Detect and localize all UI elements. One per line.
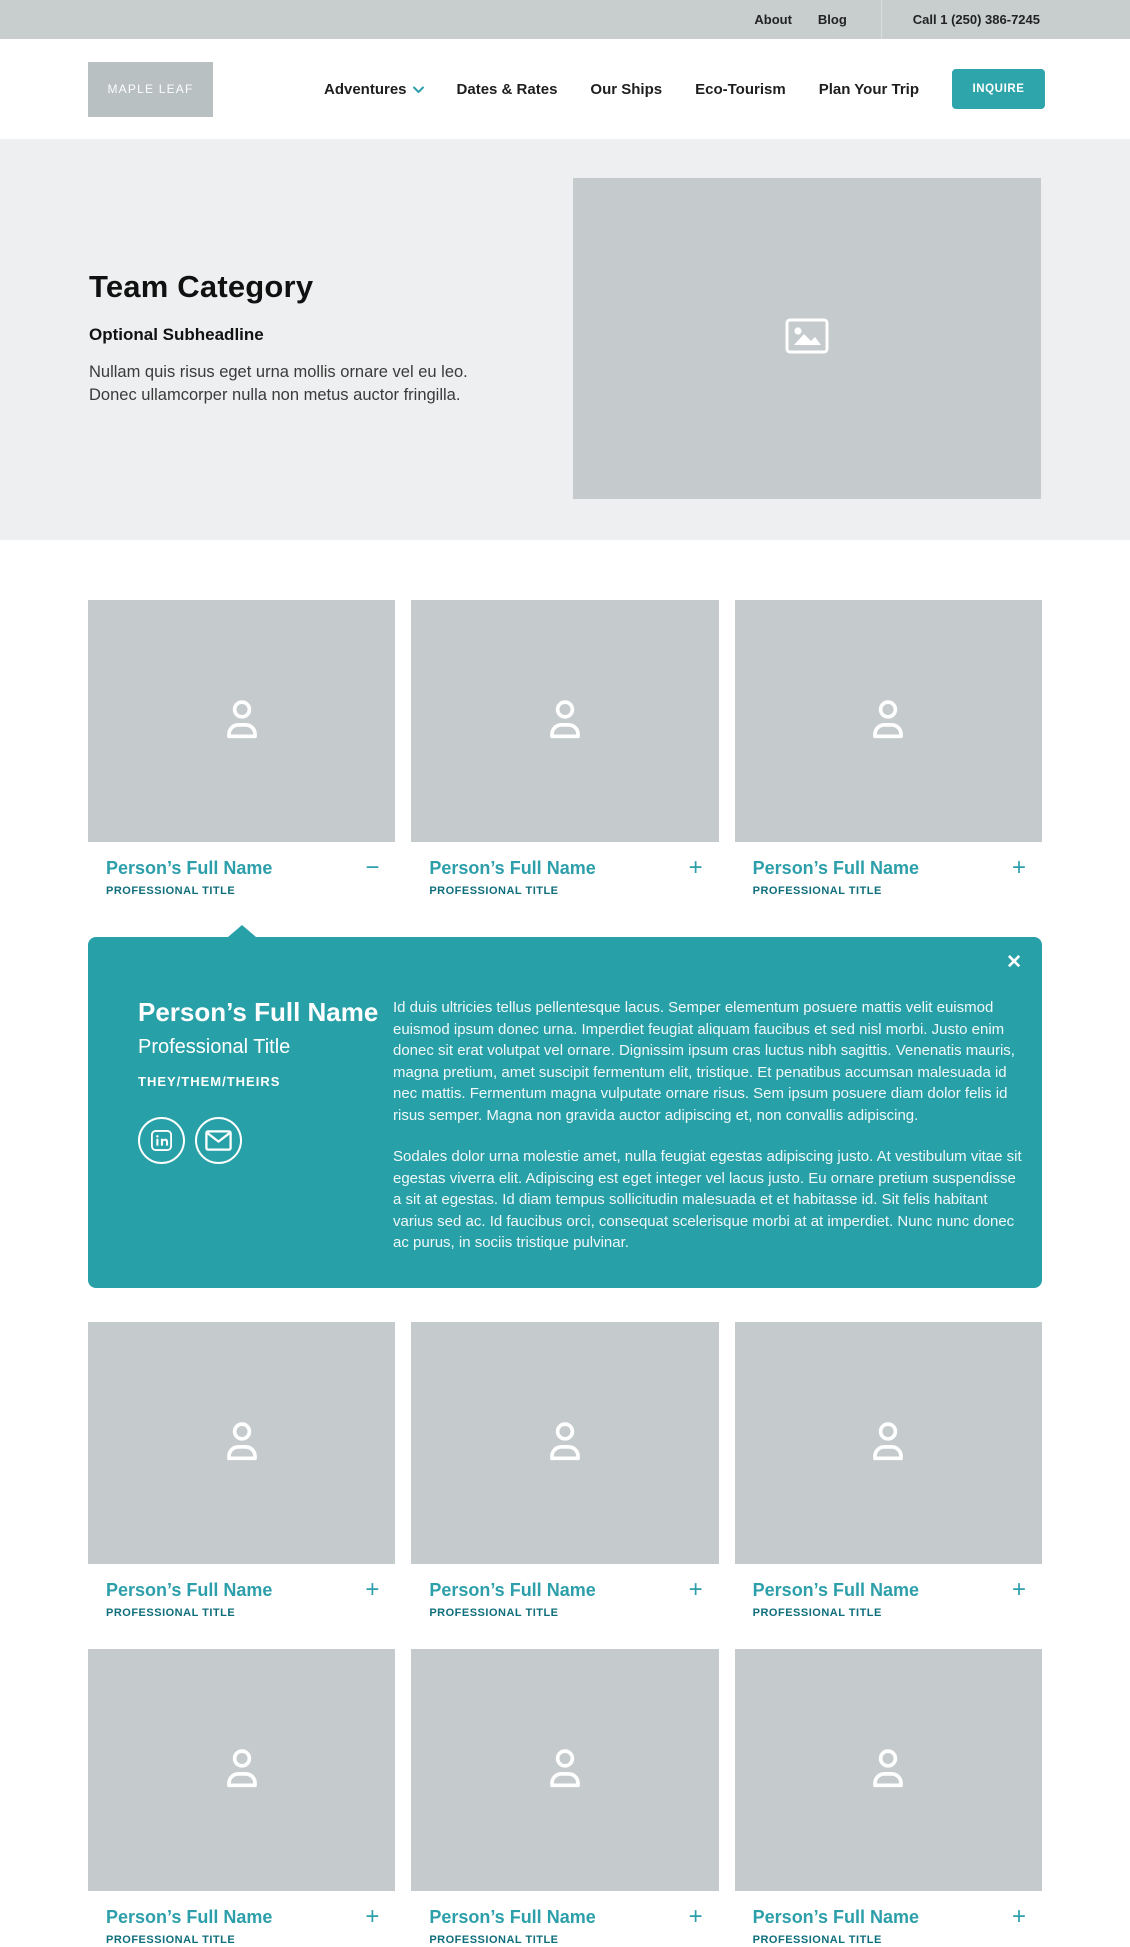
- member-photo-placeholder[interactable]: [735, 600, 1042, 842]
- site-header: [0, 39, 1130, 139]
- bio-pronouns: THEY/THEM/THEIRS: [138, 1074, 281, 1089]
- hero-subheadline: Optional Subheadline: [89, 325, 264, 344]
- team-row: [88, 1322, 1042, 1620]
- expand-member-button[interactable]: +: [688, 854, 703, 881]
- member-info: [88, 1576, 395, 1620]
- nav-label: Our Ships: [590, 80, 663, 98]
- member-title: PROFESSIONAL TITLE: [429, 1934, 559, 1946]
- bio-name: Person’s Full Name: [138, 997, 379, 1027]
- member-name-link[interactable]: Person’s Full Name: [429, 1907, 596, 1927]
- member-name-link[interactable]: Person’s Full Name: [106, 858, 273, 878]
- close-icon[interactable]: ✕: [1006, 952, 1022, 973]
- member-bio-panel: [88, 937, 1042, 1288]
- nav-label: Adventures: [324, 80, 407, 98]
- member-info: [411, 1576, 718, 1620]
- member-name-link[interactable]: Person’s Full Name: [429, 858, 596, 878]
- member-title: PROFESSIONAL TITLE: [752, 885, 882, 897]
- hero-body-line: Nullam quis risus eget urna mollis ornare vel eu leo.: [89, 363, 468, 381]
- inquire-button[interactable]: INQUIRE: [952, 69, 1045, 109]
- utility-topbar: [0, 0, 1130, 39]
- member-photo-placeholder[interactable]: [411, 1649, 718, 1891]
- topbar-divider: [881, 0, 882, 39]
- expand-member-button[interactable]: +: [1011, 1576, 1026, 1603]
- person-avatar-icon: [216, 693, 268, 750]
- member-title: PROFESSIONAL TITLE: [429, 885, 559, 897]
- member-info: [735, 1903, 1042, 1947]
- member-photo-placeholder[interactable]: [88, 600, 395, 842]
- nav-item-plan-your-trip[interactable]: [819, 81, 919, 98]
- member-name-link[interactable]: Person’s Full Name: [106, 1580, 273, 1600]
- member-info: [735, 854, 1042, 898]
- nav-item-eco-tourism[interactable]: [695, 81, 786, 98]
- bio-social-links: [138, 1117, 393, 1164]
- member-name-link[interactable]: Person’s Full Name: [429, 1580, 596, 1600]
- member-title: PROFESSIONAL TITLE: [106, 885, 236, 897]
- member-bio-panel-wrap: [88, 937, 1042, 1288]
- person-avatar-icon: [539, 1742, 591, 1799]
- member-title: PROFESSIONAL TITLE: [752, 1934, 882, 1946]
- linkedin-icon[interactable]: [138, 1117, 185, 1164]
- person-avatar-icon: [862, 693, 914, 750]
- team-row: [88, 600, 1042, 898]
- nav-label: Eco-Tourism: [695, 80, 786, 98]
- site-logo[interactable]: [88, 62, 213, 117]
- person-avatar-icon: [216, 1742, 268, 1799]
- image-placeholder-icon: [785, 318, 829, 359]
- topbar-link-blog[interactable]: Blog: [817, 12, 847, 27]
- bio-text: [393, 997, 1026, 1251]
- member-info: [88, 854, 395, 898]
- person-avatar-icon: [216, 1415, 268, 1472]
- expand-member-button[interactable]: +: [365, 1576, 380, 1603]
- page-title: Team Category: [89, 269, 314, 304]
- bio-paragraph: Id duis ultricies tellus pellentesque lacus. Semper elementum posuere mattis velit euismod euismod ipsum donec urna. Imperdiet feugiat aliquam faucibus et sed nisl morbi. Justo enim donec sit erat volutpat vel ornare. Dignissim ipsum cras luctus nibh sagittis. Venenatis mauris, magna pretium, amet suscipit fermentum elit, tristique. Et penatibus accumsan malesuada id nec mattis. Fermentum magna vulputate ornare risus. Sem ipsum posuere diam dolor felis id risus semper. Magna non gravida auctor adipiscing et, non convallis adipiscing.: [393, 999, 1015, 1124]
- person-avatar-icon: [539, 693, 591, 750]
- member-info: [735, 1576, 1042, 1620]
- person-avatar-icon: [539, 1415, 591, 1472]
- nav-item-our-ships[interactable]: [590, 81, 662, 98]
- member-info: [88, 1903, 395, 1947]
- member-photo-placeholder[interactable]: [735, 1322, 1042, 1564]
- expand-member-button[interactable]: +: [688, 1576, 703, 1603]
- expand-member-button[interactable]: +: [688, 1903, 703, 1930]
- nav-item-dates-rates[interactable]: [457, 81, 558, 98]
- team-member-card: [88, 600, 395, 898]
- nav-label: Plan Your Trip: [818, 80, 919, 98]
- logo-text: MAPLE LEAF: [107, 82, 194, 96]
- nav-item-adventures[interactable]: [324, 81, 424, 98]
- hero-body-line: Donec ullamcorper nulla non metus auctor fringilla.: [89, 386, 461, 404]
- member-name-link[interactable]: Person’s Full Name: [752, 1907, 920, 1927]
- member-photo-placeholder[interactable]: [411, 600, 718, 842]
- bio-paragraph: Sodales dolor urna molestie amet, nulla feugiat egestas adipiscing justo. At vestibulum vitae sit egestas viverra elit. Adipiscing est eget integer vel lacus justo. Eu ornare pretium suspendisse a sit at egestas. Id diam tempus sollicitudin malesuada et et habitasse id. Sit felis habitant varius sed ac. Id faucibus orci, consequat scelerisque morbi at at imperdiet. Nunc nunc donec ac purus, in sociis tristique pulvinar.: [393, 1148, 1022, 1251]
- topbar-link-about[interactable]: About: [754, 12, 792, 27]
- team-member-card: [735, 1322, 1042, 1620]
- email-icon[interactable]: [195, 1117, 242, 1164]
- topbar-phone-link[interactable]: Call 1 (250) 386-7245: [912, 12, 1040, 27]
- team-row: [88, 1649, 1042, 1947]
- team-member-card: [411, 1322, 718, 1620]
- hero-section: [0, 139, 1130, 540]
- member-title: PROFESSIONAL TITLE: [752, 1607, 882, 1619]
- chevron-down-icon: [413, 86, 424, 94]
- team-member-card: [88, 1322, 395, 1620]
- member-name-link[interactable]: Person’s Full Name: [752, 1580, 920, 1600]
- person-avatar-icon: [862, 1742, 914, 1799]
- nav-label: Dates & Rates: [456, 80, 558, 98]
- member-info: [411, 854, 718, 898]
- team-member-card: [735, 1649, 1042, 1947]
- team-member-card: [411, 600, 718, 898]
- person-avatar-icon: [862, 1415, 914, 1472]
- member-photo-placeholder[interactable]: [88, 1649, 395, 1891]
- member-title: PROFESSIONAL TITLE: [429, 1607, 559, 1619]
- main-nav: [324, 69, 1045, 109]
- member-photo-placeholder[interactable]: [735, 1649, 1042, 1891]
- team-member-card: [411, 1649, 718, 1947]
- hero-text-block: [89, 269, 569, 407]
- team-member-card: [735, 600, 1042, 898]
- member-name-link[interactable]: Person’s Full Name: [106, 1907, 273, 1927]
- member-photo-placeholder[interactable]: [88, 1322, 395, 1564]
- bio-title: Professional Title: [138, 1036, 291, 1058]
- member-photo-placeholder[interactable]: [411, 1322, 718, 1564]
- member-name-link[interactable]: Person’s Full Name: [752, 858, 920, 878]
- hero-image-placeholder: [573, 178, 1041, 499]
- collapse-member-button[interactable]: −: [365, 854, 380, 881]
- member-title: PROFESSIONAL TITLE: [106, 1934, 236, 1946]
- team-section: [88, 600, 1042, 1947]
- member-info: [411, 1903, 718, 1947]
- team-member-card: [88, 1649, 395, 1947]
- hero-body-text: [89, 361, 569, 407]
- expand-member-button[interactable]: +: [365, 1903, 380, 1930]
- bio-panel-left: [138, 997, 393, 1248]
- expand-member-button[interactable]: +: [1011, 1903, 1026, 1930]
- expand-member-button[interactable]: +: [1011, 854, 1026, 881]
- member-title: PROFESSIONAL TITLE: [106, 1607, 236, 1619]
